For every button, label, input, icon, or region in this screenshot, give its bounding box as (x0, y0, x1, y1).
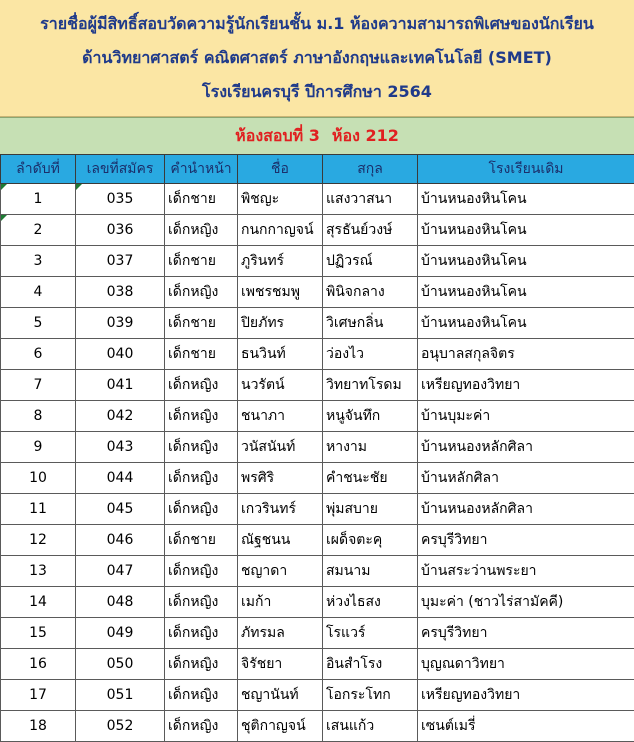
cell-first-name[interactable]: เมก้า (238, 587, 323, 618)
cell-last-name[interactable]: ว่องไว (323, 339, 418, 370)
cell-order[interactable]: 9 (1, 432, 76, 463)
cell-order[interactable]: 8 (1, 401, 76, 432)
cell-last-name[interactable]: หางาม (323, 432, 418, 463)
table-row (1, 618, 634, 649)
table-header-row (1, 155, 634, 184)
cell-title[interactable]: เด็กหญิง (165, 215, 238, 246)
cell-previous-school[interactable]: เหรียญทองวิทยา (418, 370, 634, 401)
exam-room-label: ห้องสอบที่ 3 (235, 125, 320, 145)
cell-application-no[interactable]: 036 (76, 215, 165, 246)
cell-previous-school[interactable]: บ้านหนองหินโคน (418, 184, 634, 215)
cell-last-name[interactable]: แสงวาสนา (323, 184, 418, 215)
table-row (1, 587, 634, 618)
cell-first-name[interactable]: ชนาภา (238, 401, 323, 432)
cell-first-name[interactable]: กนกกาญจน์ (238, 215, 323, 246)
cell-previous-school[interactable]: บ้านหนองหลักศิลา (418, 432, 634, 463)
cell-application-no[interactable]: 051 (76, 680, 165, 711)
cell-order[interactable]: 17 (1, 680, 76, 711)
cell-application-no[interactable]: 052 (76, 711, 165, 742)
column-header-title[interactable]: คำนำหน้า (165, 155, 238, 184)
cell-previous-school[interactable]: บ้านหนองหลักศิลา (418, 494, 634, 525)
cell-first-name[interactable]: ณัฐชนน (238, 525, 323, 556)
column-header-first-name[interactable]: ชื่อ (238, 155, 323, 184)
cell-last-name[interactable]: เผด็จตะคุ (323, 525, 418, 556)
cell-last-name[interactable]: หนูจันทึก (323, 401, 418, 432)
cell-title[interactable]: เด็กหญิง (165, 401, 238, 432)
cell-first-name[interactable]: พิชญะ (238, 184, 323, 215)
table-row (1, 370, 634, 401)
cell-first-name[interactable]: ภัทรมล (238, 618, 323, 649)
cell-order[interactable]: 13 (1, 556, 76, 587)
cell-first-name[interactable]: ชญานันท์ (238, 680, 323, 711)
cell-order[interactable]: 1 (1, 184, 76, 215)
cell-order[interactable]: 5 (1, 308, 76, 339)
title-line-2: ด้านวิทยาศาสตร์ คณิตศาสตร์ ภาษาอังกฤษและเทคโนโลยี (SMET) (82, 48, 552, 67)
cell-last-name[interactable]: โรแวร์ (323, 618, 418, 649)
cell-title[interactable]: เด็กหญิง (165, 277, 238, 308)
cell-last-name[interactable]: ห่วงไธสง (323, 587, 418, 618)
cell-last-name[interactable]: สุรธันย์วงษ์ (323, 215, 418, 246)
cell-title[interactable]: เด็กหญิง (165, 370, 238, 401)
cell-previous-school[interactable]: อนุบาลสกุลจิตร (418, 339, 634, 370)
table-row (1, 401, 634, 432)
table-row (1, 215, 634, 246)
cell-application-no[interactable]: 050 (76, 649, 165, 680)
cell-title[interactable]: เด็กชาย (165, 308, 238, 339)
cell-previous-school[interactable]: บุญณดาวิทยา (418, 649, 634, 680)
cell-title[interactable]: เด็กหญิง (165, 649, 238, 680)
cell-first-name[interactable]: ปิยภัทร (238, 308, 323, 339)
cell-application-no[interactable]: 048 (76, 587, 165, 618)
cell-title[interactable]: เด็กหญิง (165, 494, 238, 525)
cell-order[interactable]: 14 (1, 587, 76, 618)
cell-application-no[interactable]: 047 (76, 556, 165, 587)
title-block (0, 0, 634, 117)
table-row (1, 494, 634, 525)
cell-title[interactable]: เด็กหญิง (165, 618, 238, 649)
cell-order[interactable]: 7 (1, 370, 76, 401)
cell-previous-school[interactable]: ครบุรีวิทยา (418, 618, 634, 649)
cell-previous-school[interactable]: บ้านหนองหินโคน (418, 308, 634, 339)
cell-order[interactable]: 2 (1, 215, 76, 246)
cell-order[interactable]: 3 (1, 246, 76, 277)
cell-first-name[interactable]: นวรัตน์ (238, 370, 323, 401)
cell-first-name[interactable]: จิรัชยา (238, 649, 323, 680)
cell-order[interactable]: 11 (1, 494, 76, 525)
cell-order[interactable]: 15 (1, 618, 76, 649)
cell-last-name[interactable]: ปฏิวรณ์ (323, 246, 418, 277)
cell-previous-school[interactable]: ครบุรีวิทยา (418, 525, 634, 556)
cell-title[interactable]: เด็กหญิง (165, 556, 238, 587)
cell-first-name[interactable]: พรศิริ (238, 463, 323, 494)
table-row (1, 339, 634, 370)
cell-application-no[interactable]: 035 (76, 184, 165, 215)
cell-order[interactable]: 4 (1, 277, 76, 308)
cell-order[interactable]: 18 (1, 711, 76, 742)
cell-application-no[interactable]: 039 (76, 308, 165, 339)
table-row (1, 184, 634, 215)
cell-previous-school[interactable]: เซนต์เมรี่ (418, 711, 634, 742)
cell-application-no[interactable]: 041 (76, 370, 165, 401)
column-header-last-name[interactable]: สกุล (323, 155, 418, 184)
column-header-application-no[interactable]: เลขที่สมัคร (76, 155, 165, 184)
cell-last-name[interactable]: สมนาม (323, 556, 418, 587)
cell-application-no[interactable]: 040 (76, 339, 165, 370)
room-number-label: ห้อง 212 (331, 125, 399, 145)
table-row (1, 277, 634, 308)
table-row (1, 525, 634, 556)
cell-last-name[interactable]: อินสำโรง (323, 649, 418, 680)
table-row (1, 246, 634, 277)
cell-first-name[interactable]: ธนวินท์ (238, 339, 323, 370)
title-line-3: โรงเรียนครบุรี ปีการศึกษา 2564 (202, 82, 432, 101)
cell-application-no[interactable]: 045 (76, 494, 165, 525)
cell-first-name[interactable]: เพชรชมพู (238, 277, 323, 308)
cell-previous-school[interactable]: บ้านหลักศิลา (418, 463, 634, 494)
candidate-table (0, 154, 634, 742)
cell-previous-school[interactable]: บ้านสระว่านพระยา (418, 556, 634, 587)
cell-first-name[interactable]: วนัสนันท์ (238, 432, 323, 463)
cell-last-name[interactable]: พินิจกลาง (323, 277, 418, 308)
cell-title[interactable]: เด็กหญิง (165, 587, 238, 618)
table-row (1, 556, 634, 587)
table-row (1, 680, 634, 711)
cell-last-name[interactable]: เสนแก้ว (323, 711, 418, 742)
cell-title[interactable]: เด็กหญิง (165, 432, 238, 463)
cell-last-name[interactable]: คำชนะชัย (323, 463, 418, 494)
cell-title[interactable]: เด็กหญิง (165, 680, 238, 711)
cell-order[interactable]: 16 (1, 649, 76, 680)
table-row (1, 308, 634, 339)
exam-room-banner (0, 117, 634, 155)
cell-title[interactable]: เด็กชาย (165, 525, 238, 556)
cell-application-no[interactable]: 043 (76, 432, 165, 463)
cell-last-name[interactable]: วิทยาทโรดม (323, 370, 418, 401)
column-header-order[interactable]: ลำดับที่ (1, 155, 76, 184)
cell-application-no[interactable]: 046 (76, 525, 165, 556)
cell-application-no[interactable]: 038 (76, 277, 165, 308)
cell-title[interactable]: เด็กชาย (165, 184, 238, 215)
column-header-previous-school[interactable]: โรงเรียนเดิม (418, 155, 634, 184)
cell-application-no[interactable]: 044 (76, 463, 165, 494)
table-row (1, 649, 634, 680)
cell-previous-school[interactable]: บ้านหนองหินโคน (418, 215, 634, 246)
cell-application-no[interactable]: 049 (76, 618, 165, 649)
cell-application-no[interactable]: 037 (76, 246, 165, 277)
cell-application-no[interactable]: 042 (76, 401, 165, 432)
cell-first-name[interactable]: ชญาดา (238, 556, 323, 587)
table-row (1, 432, 634, 463)
cell-last-name[interactable]: วิเศษกลิ่น (323, 308, 418, 339)
cell-previous-school[interactable]: บ้านหนองหินโคน (418, 277, 634, 308)
cell-title[interactable]: เด็กชาย (165, 339, 238, 370)
cell-previous-school[interactable]: บ้านหนองหินโคน (418, 246, 634, 277)
cell-title[interactable]: เด็กหญิง (165, 463, 238, 494)
cell-previous-school[interactable]: เหรียญทองวิทยา (418, 680, 634, 711)
cell-order[interactable]: 12 (1, 525, 76, 556)
cell-title[interactable]: เด็กหญิง (165, 711, 238, 742)
cell-first-name[interactable]: ชุติกาญจน์ (238, 711, 323, 742)
cell-last-name[interactable]: โอกระโทก (323, 680, 418, 711)
cell-previous-school[interactable]: บ้านบุมะค่า (418, 401, 634, 432)
title-line-1: รายชื่อผู้มีสิทธิ์สอบวัดความรู้นักเรียนชั้น ม.1 ห้องความสามารถพิเศษของนักเรียน (40, 14, 594, 33)
cell-previous-school[interactable]: บุมะค่า (ชาวไร่สามัคคี) (418, 587, 634, 618)
cell-order[interactable]: 10 (1, 463, 76, 494)
cell-order[interactable]: 6 (1, 339, 76, 370)
cell-first-name[interactable]: เกวรินทร์ (238, 494, 323, 525)
table-row (1, 711, 634, 742)
cell-first-name[interactable]: ภูรินทร์ (238, 246, 323, 277)
cell-last-name[interactable]: พุ่มสบาย (323, 494, 418, 525)
table-row (1, 463, 634, 494)
cell-title[interactable]: เด็กชาย (165, 246, 238, 277)
